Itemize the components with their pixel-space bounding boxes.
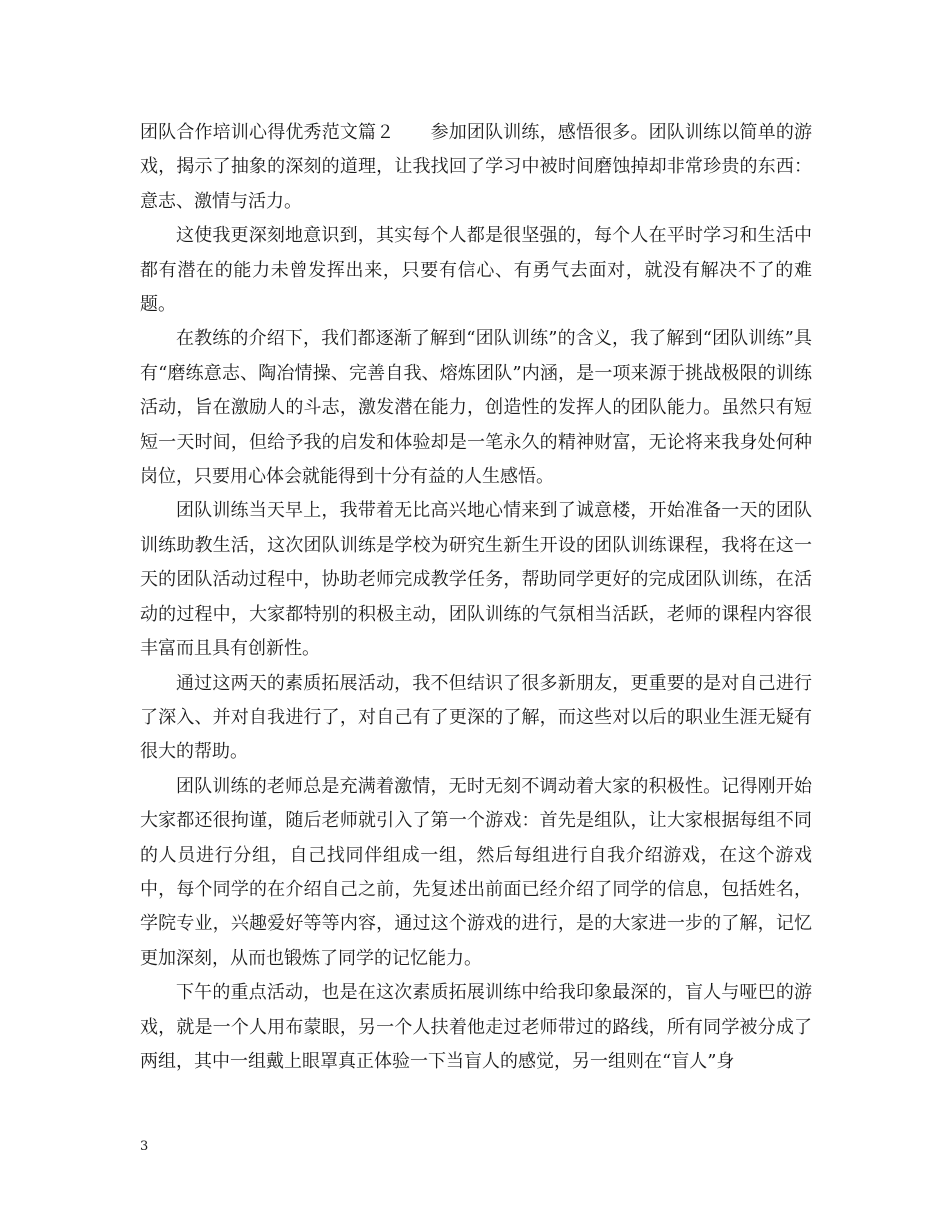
paragraph-1 — [140, 116, 812, 219]
paragraph-3: 在教练的介绍下，我们都逐渐了解到“团队训练”的含义，我了解到“团队训练”具有“磨练意志、陶冶情操、完善自我、熔炼团队”内涵，是一项来源于挑战极限的训练活动，旨在激励人的斗志，激发潜在能力，创造性的发挥人的团队能力。虽然只有短短一天时间，但给予我的启发和体验却是一笔永久的精神财富，无论将来我身处何种岗位，只要用心体会就能得到十分有益的人生感悟。 — [140, 328, 812, 488]
section-heading: 团队合作培训心得优秀范文篇２ — [140, 122, 395, 143]
document-body — [140, 116, 812, 1079]
paragraph-2: 这使我更深刻地意识到，其实每个人都是很坚强的，每个人在平时学习和生活中都有潜在的能力未曾发挥出来，只要有信心、有勇气去面对，就没有解决不了的难题。 — [140, 225, 812, 316]
page-number: 3 — [140, 1139, 149, 1154]
paragraph-5: 通过这两天的素质拓展活动，我不但结识了很多新朋友，更重要的是对自己进行了深入、并对自我进行了，对自己有了更深的了解，而这些对以后的职业生涯无疑有很大的帮助。 — [140, 672, 812, 763]
paragraph-7: 下午的重点活动，也是在这次素质拓展训练中给我印象最深的，盲人与哑巴的游戏，就是一个人用布蒙眼，另一个人扶着他走过老师带过的路线，所有同学被分成了两组，其中一组戴上眼罩真正体验一下当盲人的感觉，另一组则在“盲人”身 — [140, 982, 812, 1072]
paragraph-text: 参加团队训练，感悟很多。团队训练以简单的游戏，揭示了抽象的深刻的道理，让我找回了学习中被时间磨蚀掉却非常珍贵的东西：意志、激情与活力。 — [140, 122, 813, 212]
paragraph-4: 团队训练当天早上，我带着无比高兴地心情来到了诚意楼，开始准备一天的团队训练助教生活，这次团队训练是学校为研究生新生开设的团队训练课程，我将在这一天的团队活动过程中，协助老师完成教学任务，帮助同学更好的完成团队训练，在活动的过程中，大家都特别的积极主动，团队训练的气氛相当活跃，老师的课程内容很丰富而且具有创新性。 — [140, 500, 812, 660]
paragraph-6: 团队训练的老师总是充满着激情，无时无刻不调动着大家的积极性。记得刚开始大家都还很拘谨，随后老师就引入了第一个游戏：首先是组队，让大家根据每组不同的人员进行分组，自己找同伴组成一组，然后每组进行自我介绍游戏，在这个游戏中，每个同学的在介绍自己之前，先复述出前面已经介绍了同学的信息，包括姓名，学院专业，兴趣爱好等等内容，通过这个游戏的进行，是的大家进一步的了解，记忆更加深刻，从而也锻炼了同学的记忆能力。 — [140, 775, 812, 969]
